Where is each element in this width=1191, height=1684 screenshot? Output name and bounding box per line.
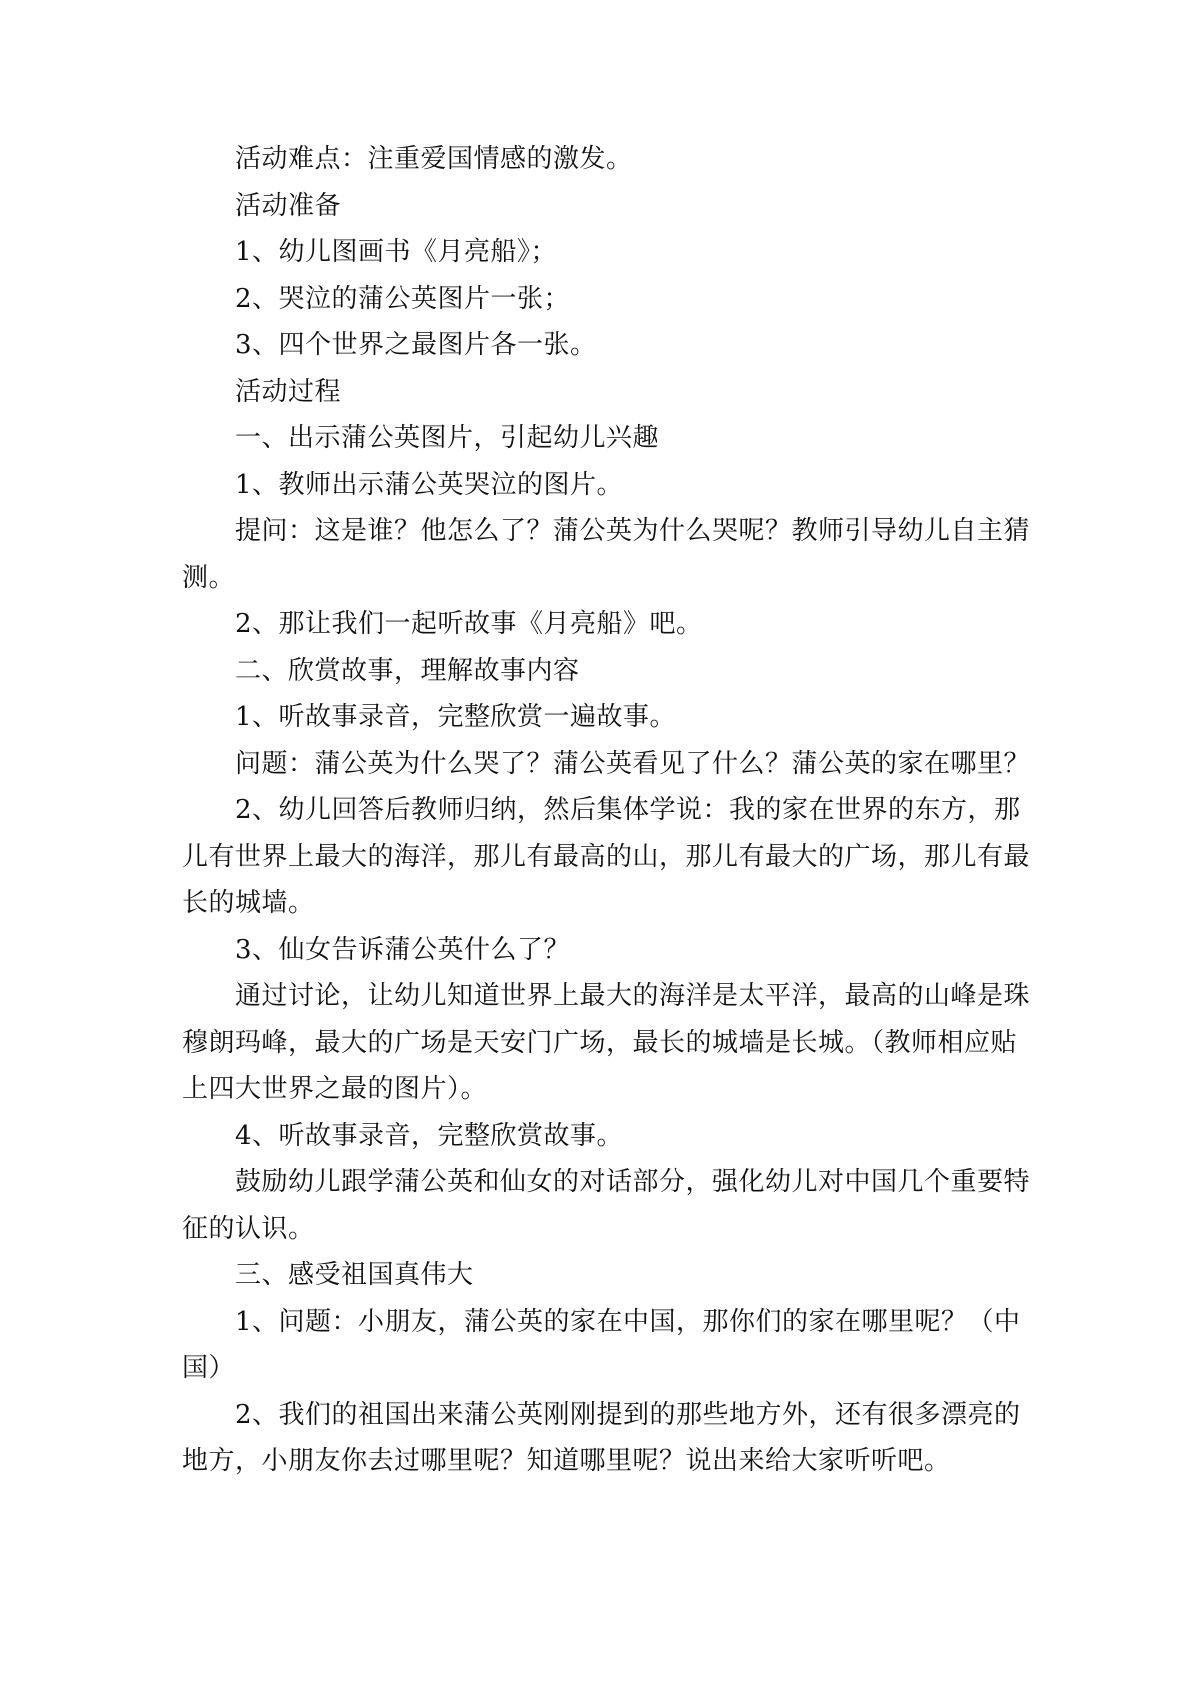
list-item: 1、教师出示蒲公英哭泣的图片。 [235, 469, 624, 500]
list-item: 1、听故事录音，完整欣赏一遍故事。 [235, 702, 677, 732]
list-item: 3、仙女告诉蒲公英什么了？ [235, 934, 571, 965]
paragraph: 问题：蒲公英为什么哭了？蒲公英看见了什么？蒲公英的家在哪里？ [235, 748, 1031, 779]
list-item: 2、我们的祖国出来蒲公英刚刚提到的那些地方外，还有很多漂亮的地方，小朋友你去过哪里呢？知道哪里呢？说出来给大家听听吧。 [182, 1399, 1021, 1476]
paragraph: 提问：这是谁？他怎么了？蒲公英为什么哭呢？教师引导幼儿自主猜测。 [182, 516, 1031, 593]
document-body [182, 136, 1032, 1485]
subsection-heading: 一、出示蒲公英图片，引起幼儿兴趣 [235, 423, 660, 453]
list-item: 2、哭泣的蒲公英图片一张； [235, 283, 571, 314]
paragraph: 鼓励幼儿跟学蒲公英和仙女的对话部分，强化幼儿对中国几个重要特征的认识。 [182, 1167, 1031, 1244]
list-item: 3、四个世界之最图片各一张。 [235, 330, 597, 360]
section-heading: 活动准备 [235, 190, 342, 221]
list-item: 2、幼儿回答后教师归纳，然后集体学说：我的家在世界的东方，那儿有世界上最大的海洋，那儿有最高的山，那儿有最大的广场，那儿有最长的城墙。 [182, 795, 1031, 918]
paragraph: 通过讨论，让幼儿知道世界上最大的海洋是太平洋，最高的山峰是珠穆朗玛峰，最大的广场是天安门广场，最长的城墙是长城。（教师相应贴上四大世界之最的图片）。 [182, 981, 1031, 1104]
list-item: 2、那让我们一起听故事《月亮船》吧。 [235, 609, 703, 639]
list-item: 4、听故事录音，完整欣赏故事。 [235, 1120, 624, 1151]
list-item: 1、问题：小朋友，蒲公英的家在中国，那你们的家在哪里呢？（中国） [182, 1306, 1021, 1383]
list-item: 1、幼儿图画书《月亮船》； [235, 237, 558, 267]
subsection-heading: 三、感受祖国真伟大 [235, 1260, 474, 1290]
paragraph: 活动难点：注重爱国情感的激发。 [235, 144, 633, 174]
subsection-heading: 二、欣赏故事，理解故事内容 [235, 655, 580, 686]
section-heading: 活动过程 [235, 376, 342, 407]
